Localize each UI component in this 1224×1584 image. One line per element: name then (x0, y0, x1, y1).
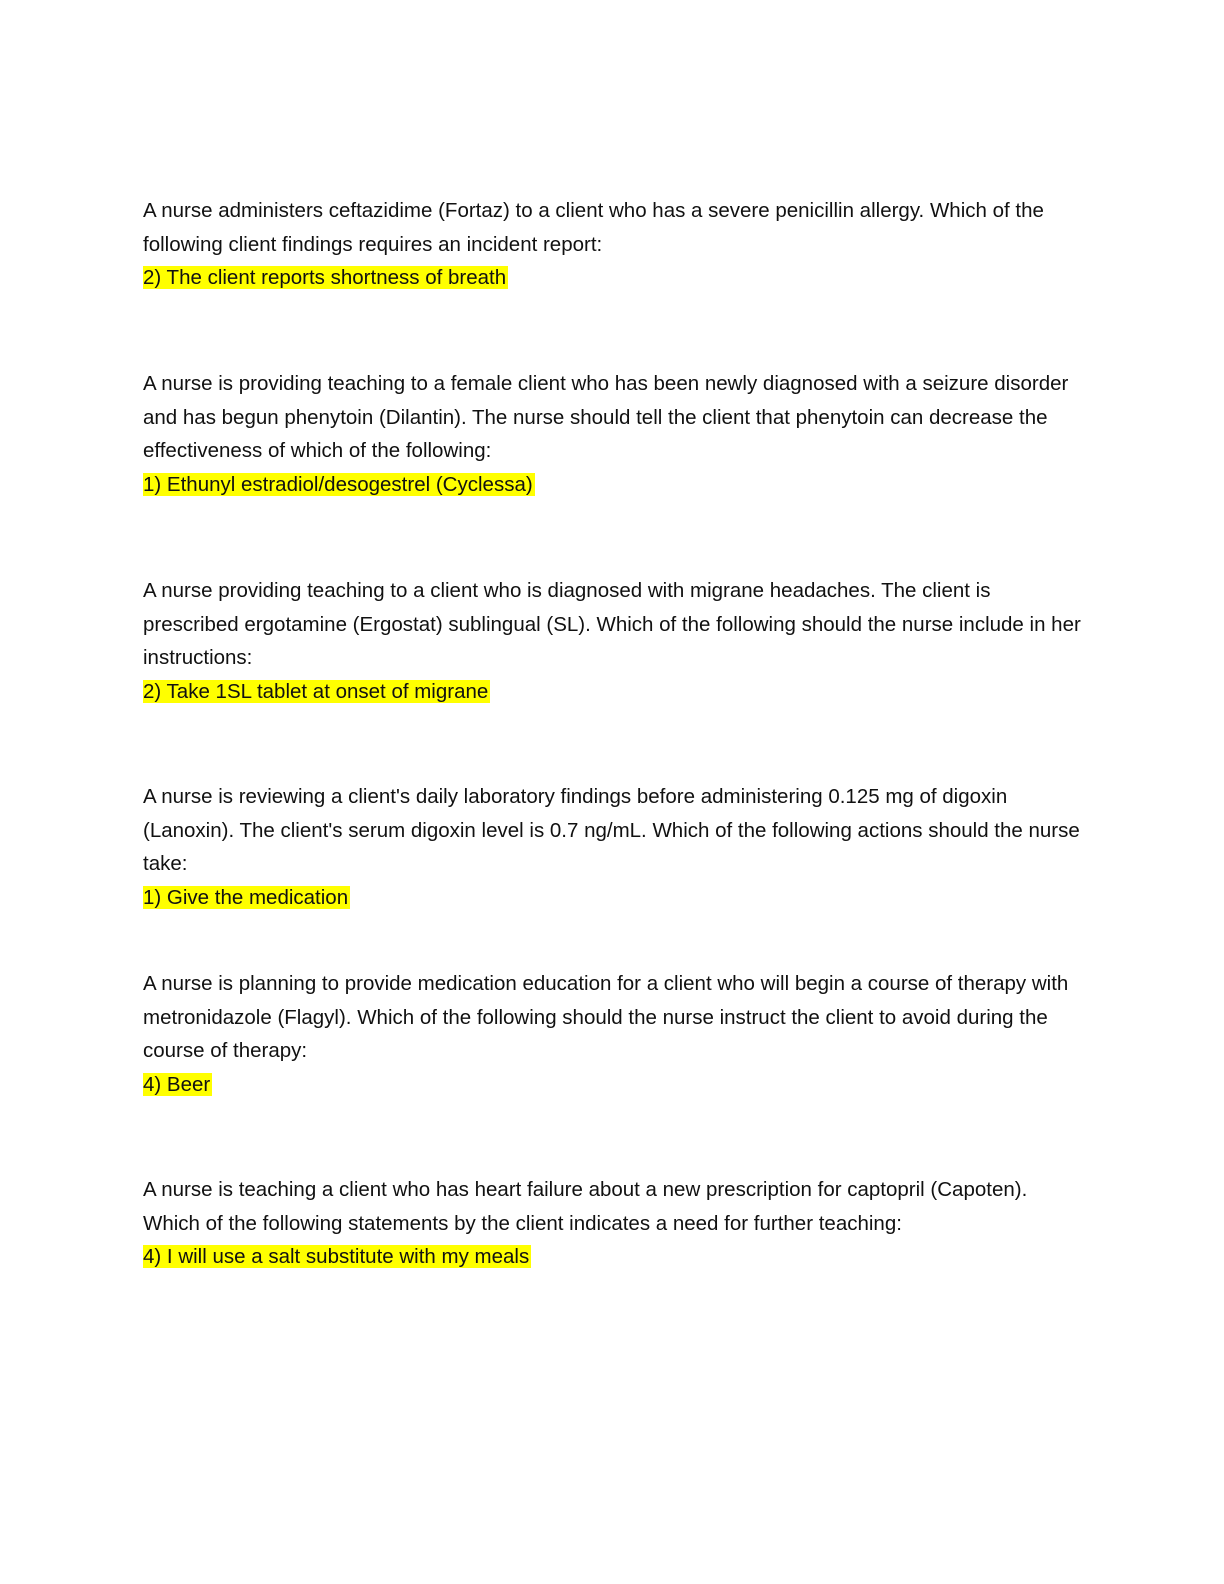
question-block-2 (143, 367, 1083, 501)
question-text: A nurse administers ceftazidime (Fortaz) to a client who has a severe penicillin allergy. Which of the following client findings requires an incident report: (143, 199, 1044, 256)
question-text: A nurse is providing teaching to a female client who has been newly diagnosed with a seizure disorder and has begun phenytoin (Dilantin). The nurse should tell the client that phenytoin can decrease the effectiveness of which of the following: (143, 372, 1069, 462)
question-text: A nurse providing teaching to a client who is diagnosed with migrane headaches. The client is prescribed ergotamine (Ergostat) sublingual (SL). Which of the following should the nurse include in her instructions: (143, 579, 1081, 669)
question-text: A nurse is planning to provide medication education for a client who will begin a course of therapy with metronidazole (Flagyl). Which of the following should the nurse instruct the client to avoid during the course of therapy: (143, 972, 1069, 1062)
question-block-4 (143, 780, 1083, 914)
question-text: A nurse is teaching a client who has heart failure about a new prescription for captopril (Capoten). Which of the following statements by the client indicates a need for further teaching: (143, 1178, 1028, 1235)
highlighted-answer: 2) The client reports shortness of breath (143, 266, 507, 289)
question-block-1 (143, 194, 1083, 295)
highlighted-answer: 4) I will use a salt substitute with my meals (143, 1245, 530, 1268)
highlighted-answer: 2) Take 1SL tablet at onset of migrane (143, 679, 489, 703)
highlighted-answer: 4) Beer (143, 1072, 211, 1096)
question-block-3 (143, 574, 1083, 708)
highlighted-answer: 1) Ethunyl estradiol/desogestrel (Cyclessa) (143, 472, 533, 496)
question-block-6 (143, 1173, 1083, 1274)
question-text: A nurse is reviewing a client's daily laboratory findings before administering 0.125 mg of digoxin (Lanoxin). The client's serum digoxin level is 0.7 ng/mL. Which of the following actions should the nurse take: (143, 785, 1080, 875)
highlighted-answer: 1) Give the medication (143, 885, 349, 909)
question-block-5 (143, 967, 1083, 1101)
